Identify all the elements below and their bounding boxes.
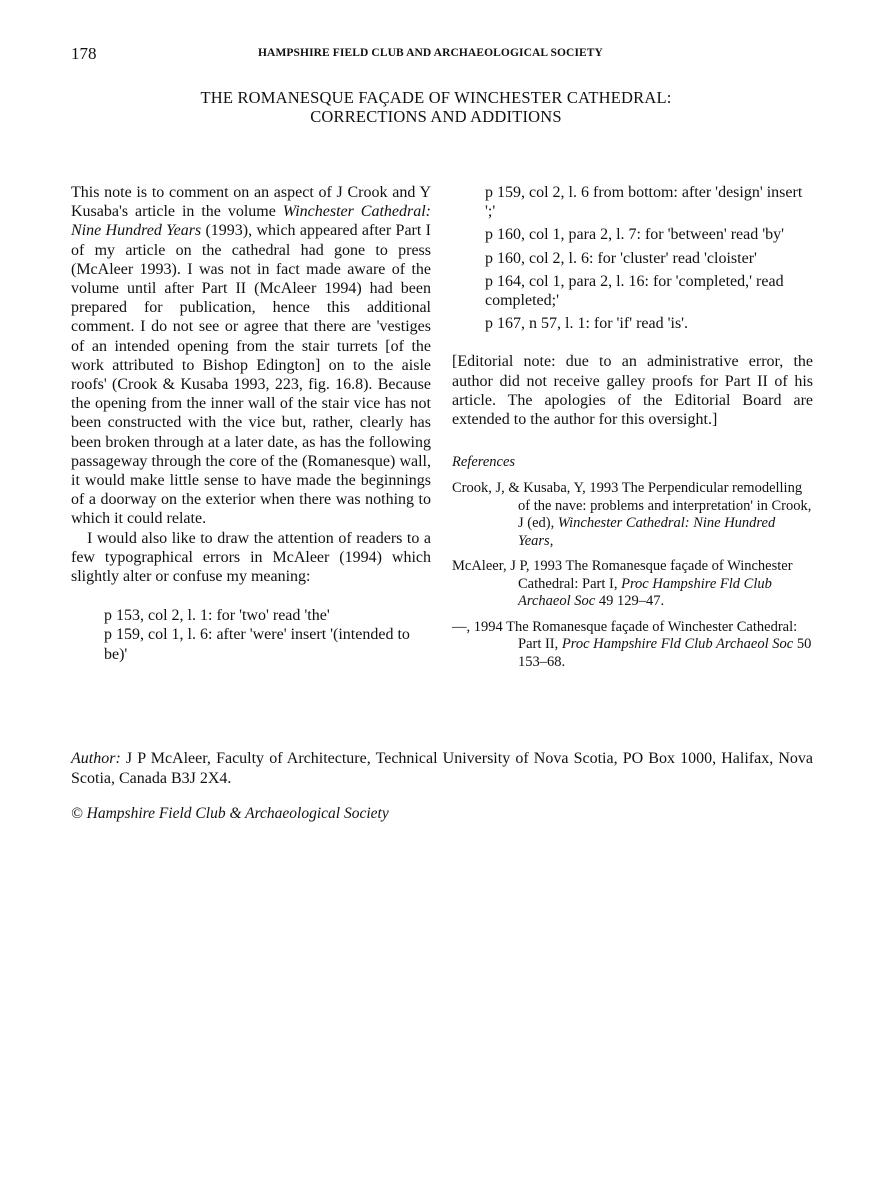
ref-text: —, 1994 The Romanesque façade of Winchester Cathedral: Part II,	[452, 618, 798, 653]
corrections-list-left	[71, 606, 431, 664]
ref-italic: Proc Hampshire Fld Club Archaeol Soc	[518, 575, 772, 610]
correction-item: p 164, col 1, para 2, l. 16: for 'completed,' read completed;'	[485, 272, 784, 310]
correction-item: p 160, col 2, l. 6: for 'cluster' read 'cloister'	[485, 249, 757, 267]
right-column	[452, 183, 813, 671]
correction-item: p 159, col 2, l. 6 from bottom: after 'design' insert ';'	[485, 184, 803, 221]
ref-text-end: 50 153–68.	[518, 636, 812, 670]
title-line-2: CORRECTIONS AND ADDITIONS	[310, 107, 562, 126]
ref-italic: Proc Hampshire Fld Club Archaeol Soc	[561, 636, 794, 653]
ref-text: McAleer, J P, 1993 The Romanesque façade of Winchester Cathedral: Part I,	[452, 558, 793, 592]
author-details: J P McAleer, Faculty of Architecture, Technical University of Nova Scotia, PO Box 1000, Halifax, Nova Scotia, Canada B3J 2X4.	[71, 750, 813, 787]
correction-item: p 167, n 57, l. 1: for 'if' read 'is'.	[485, 315, 689, 333]
page-number: 178	[71, 44, 97, 63]
editorial-note: [Editorial note: due to an administrative error, the author did not receive galley proofs for Part II of his article. The apologies of the Editorial Board are extended to the author for this oversight.]	[452, 353, 813, 429]
body-paragraph-2: I would also like to draw the attention of readers to a few typographical errors in McAleer (1994) which slightly alter or confuse my meaning:	[71, 529, 431, 586]
correction-item: p 160, col 1, para 2, l. 7: for 'between' read 'by'	[485, 226, 784, 244]
correction-item: p 153, col 2, l. 1: for 'two' read 'the'	[104, 607, 330, 625]
reference-entry	[452, 619, 813, 672]
reference-entry	[452, 480, 813, 550]
correction-item: p 159, col 1, l. 6: after 'were' insert '(intended to be)'	[104, 626, 410, 663]
corrections-list-right	[452, 183, 813, 333]
ref-text: Crook, J, & Kusaba, Y, 1993 The Perpendicular remodelling of the nave: problems and interpretation' in Crook, J (ed),	[452, 480, 812, 532]
author-block	[71, 749, 813, 789]
article-title	[0, 88, 872, 126]
author-label: Author:	[71, 750, 121, 767]
copyright-line: © Hampshire Field Club & Archaeological Society	[71, 805, 389, 822]
para1-text-b: (1993), which appeared after Part I of my article on the cathedral had gone to press (McAleer 1993). I was not in fact made aware of the volume until after Part II (McAleer 1994) had been prepared for publication, hence this additional comment. I do not see or agree that there are 'vestiges of an intended opening from the stair turrets [of the work attributed to Bishop Edington] on to the aisle roofs' (Crook & Kusaba 1993, 223, fig. 16.8). Because the opening from the inner wall of the stair vice has not been constructed with the vice but, rather, clearly has been broken through at a later date, as has the following passageway through the core of the (Romanesque) wall, it would make little sense to have made the beginnings of a doorway on the exterior when there was nothing to which it could relate.	[71, 222, 431, 528]
body-paragraph-1	[71, 183, 431, 529]
reference-entry	[452, 558, 813, 611]
running-head: HAMPSHIRE FIELD CLUB AND ARCHAEOLOGICAL SOCIETY	[258, 47, 603, 59]
para1-text-a: This note is to comment on an aspect of J Crook and Y Kusaba's article in the volume	[71, 184, 431, 221]
ref-italic: Winchester Cathedral: Nine Hundred Years,	[518, 515, 776, 549]
left-column	[71, 183, 431, 664]
title-line-1: THE ROMANESQUE FAÇADE OF WINCHESTER CATHEDRAL:	[200, 88, 672, 107]
references-heading: References	[452, 454, 516, 471]
ref-text-end: 49 129–47.	[595, 593, 665, 610]
para1-italic-title: Winchester Cathedral: Nine Hundred Years	[71, 203, 432, 240]
